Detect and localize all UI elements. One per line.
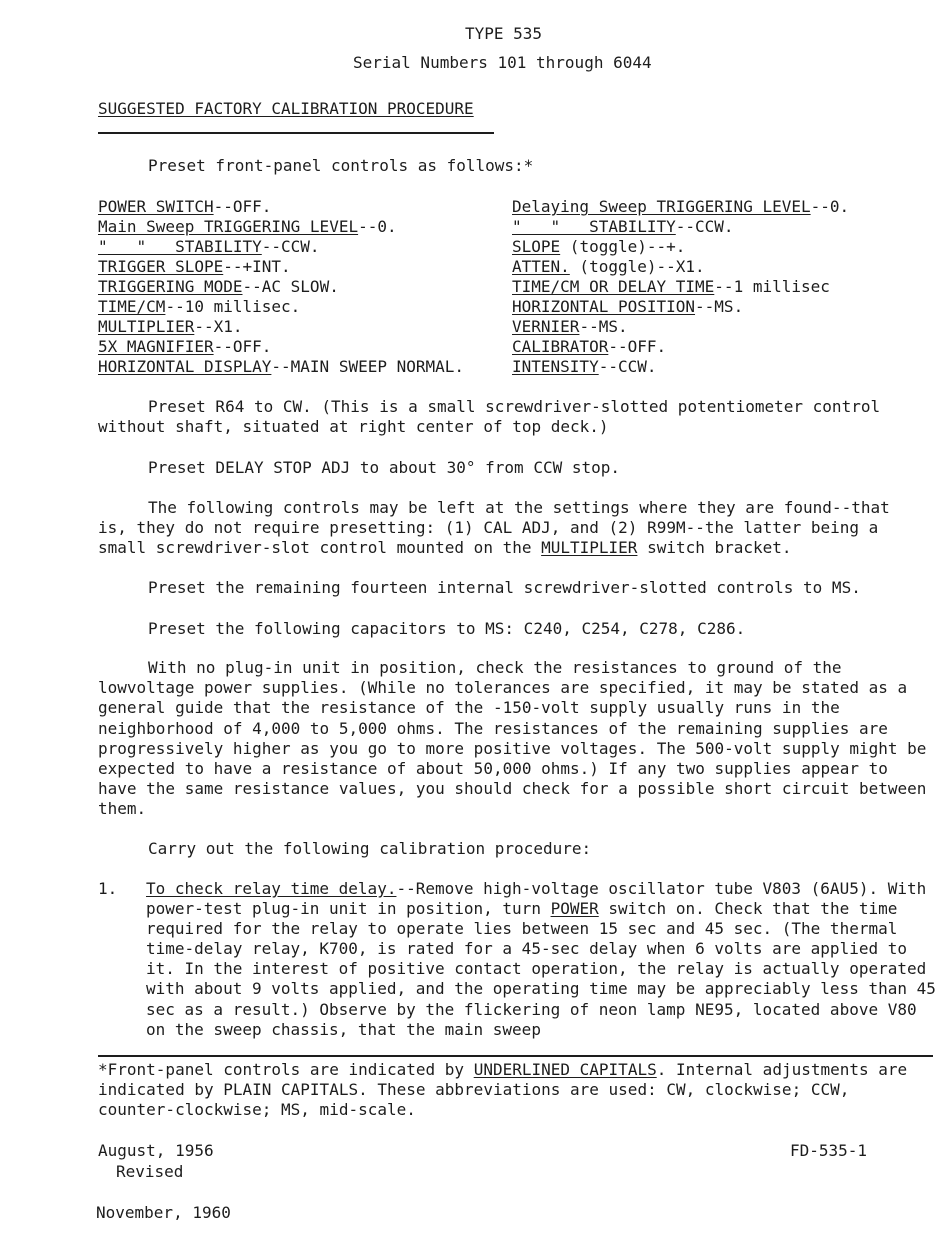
serial-numbers: Serial Numbers 101 through 6044 [353, 53, 652, 72]
footnote: *Front-panel controls are indicated by UNDERLINED CAPITALS. Internal adjustments are indicated by PLAIN CAPITALS. These abbreviations are used: CW, clockwise; CCW, counter-clockwise; MS, mid-scale. [98, 1060, 908, 1120]
control-item: CALIBRATOR--OFF. [512, 337, 667, 356]
paragraph-carry-out: Carry out the following calibration procedure: [148, 839, 592, 858]
doc-type: TYPE 535 [465, 24, 543, 43]
footer-revised-date: November, 1960 [96, 1203, 231, 1222]
control-item: " " STABILITY--CCW. [512, 217, 734, 236]
section-rule [98, 132, 494, 134]
control-item: POWER SWITCH--OFF. [98, 197, 272, 216]
control-item: TIME/CM OR DELAY TIME--1 millisec [512, 277, 830, 296]
control-item: MULTIPLIER--X1. [98, 317, 243, 336]
paragraph-no-preset: The following controls may be left at the settings where they are found--that is, they do not require presetting: (1) CAL ADJ, and (2) R99M--the latter being a small screwdriver-slot control mounted on the MULTIPLIER switch bracket. [98, 498, 890, 558]
control-item: Main Sweep TRIGGERING LEVEL--0. [98, 217, 397, 236]
control-item: SLOPE (toggle)--+. [512, 237, 686, 256]
control-item: ATTEN. (toggle)--X1. [512, 257, 705, 276]
control-item: TRIGGERING MODE--AC SLOW. [98, 277, 339, 296]
document-id: FD-535-1 [790, 1141, 868, 1160]
control-item: INTENSITY--CCW. [512, 357, 657, 376]
control-item: " " STABILITY--CCW. [98, 237, 320, 256]
control-item: TRIGGER SLOPE--+INT. [98, 257, 291, 276]
footer-revised: Revised [116, 1162, 184, 1181]
preset-intro: Preset front-panel controls as follows:* [148, 156, 534, 175]
control-item: HORIZONTAL POSITION--MS. [512, 297, 744, 316]
paragraph-resistances: With no plug-in unit in position, check the resistances to ground of the lowvoltage power supplies. (While no tolerances are specified, it may be stated as a general guide that the resistance of the -150-volt supply usually runs in the neighborhood of 4,000 to 5,000 ohms. The resistances of the remaining supplies are progressively higher as you go to more positive voltages. The 500-volt supply might be expected to have a resistance of about 50,000 ohms.) If any two supplies appear to have the same resistance values, you should check for a possible short circuit between them. [98, 658, 927, 819]
footnote-rule [98, 1055, 933, 1057]
control-item: TIME/CM--10 millisec. [98, 297, 301, 316]
control-item: Delaying Sweep TRIGGERING LEVEL--0. [512, 197, 850, 216]
paragraph-delay-stop: Preset DELAY STOP ADJ to about 30° from CCW stop. [148, 458, 621, 477]
item-relay-time-delay: To check relay time delay.--Remove high-voltage oscillator tube V803 (6AU5). With power-test plug-in unit in position, turn POWER switch on. Check that the time required for the relay to operate lies between 15 sec and 45 sec. (The thermal time-delay relay, K700, is rated for a 45-sec delay when 6 volts are applied to it. In the interest of positive contact operation, the relay is actually operated with about 9 volts applied, and the operating time may be appreciably less than 45 sec as a result.) Observe by the flickering of neon lamp NE95, located above V80 on the sweep chassis, that the main sweep [146, 879, 936, 1039]
item-title: To check relay time delay. [146, 879, 397, 898]
control-item: VERNIER--MS. [512, 317, 628, 336]
paragraph-preset-r64: Preset R64 to CW. (This is a small screwdriver-slotted potentiometer control without shaft, situated at right center of top deck.) [98, 397, 881, 437]
control-item: HORIZONTAL DISPLAY--MAIN SWEEP NORMAL. [98, 357, 465, 376]
underlined-capitals-ref: UNDERLINED CAPITALS [473, 1060, 657, 1079]
power-ref: POWER [550, 899, 599, 919]
section-title: SUGGESTED FACTORY CALIBRATION PROCEDURE [98, 99, 474, 118]
control-item: 5X MAGNIFIER--OFF. [98, 337, 272, 356]
item-number: 1. [98, 879, 118, 898]
footer-date: August, 1956 [98, 1141, 214, 1160]
multiplier-ref: MULTIPLIER [541, 538, 638, 558]
paragraph-internal-controls: Preset the remaining fourteen internal screwdriver-slotted controls to MS. [148, 578, 861, 597]
paragraph-capacitors: Preset the following capacitors to MS: C240, C254, C278, C286. [148, 619, 746, 638]
